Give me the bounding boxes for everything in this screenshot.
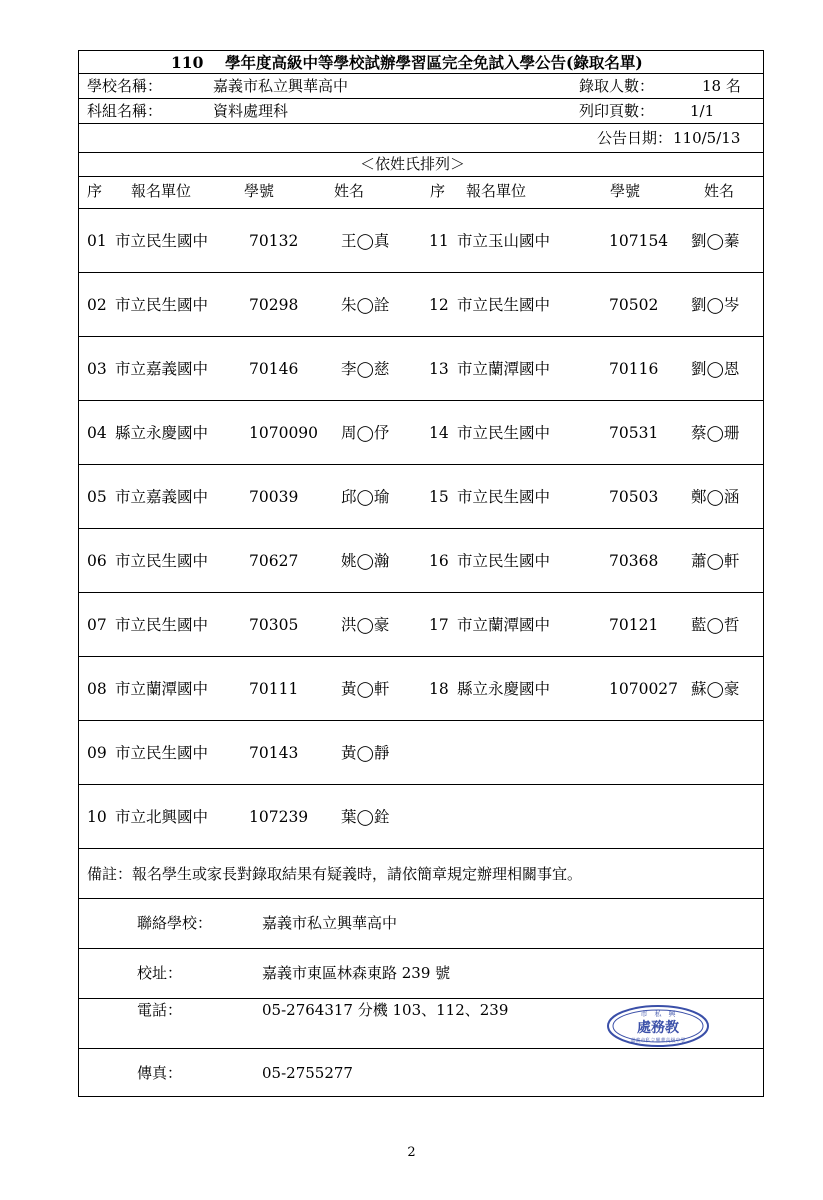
name-cell: 李◯慈 (341, 360, 390, 378)
name-cell: 邱◯瑜 (341, 488, 390, 506)
seq-cell: 12 (429, 296, 449, 314)
name-cell: 鄭◯涵 (691, 488, 740, 506)
name-cell: 藍◯哲 (691, 616, 740, 634)
contact-address-value: 嘉義市東區林森東路 239 號 (262, 964, 451, 982)
date-value: 110/5/13 (673, 129, 741, 147)
name-cell: 王◯真 (341, 232, 390, 250)
id-cell: 70132 (249, 232, 299, 250)
id-cell: 1070090 (249, 424, 319, 442)
school-row (79, 74, 763, 99)
official-seal-stamp (606, 1004, 710, 1048)
name-cell: 黃◯靜 (341, 744, 390, 762)
table-row (79, 657, 763, 721)
id-cell: 70111 (249, 680, 299, 698)
unit-cell: 市立民生國中 (457, 488, 551, 506)
name-cell: 蔡◯珊 (691, 424, 740, 442)
seq-cell: 16 (429, 552, 449, 570)
seal-bottom-text: 嘉義市私立興華高級中學 (630, 1038, 686, 1044)
id-cell: 107154 (609, 232, 669, 250)
column-header-row (79, 177, 763, 209)
department-row (79, 99, 763, 124)
name-cell: 周◯伃 (341, 424, 390, 442)
department-label: 科組名稱： (87, 102, 163, 120)
id-cell: 70143 (249, 744, 299, 762)
seq-cell: 05 (87, 488, 107, 506)
unit-cell: 市立嘉義國中 (115, 488, 209, 506)
department-name: 資料處理科 (213, 102, 289, 120)
id-cell: 70305 (249, 616, 299, 634)
table-row (79, 785, 763, 849)
contact-address-row (79, 949, 763, 999)
id-cell: 70503 (609, 488, 659, 506)
id-cell: 70298 (249, 296, 299, 314)
seal-main-text: 處務教 (637, 1020, 679, 1036)
id-cell: 1070027 (609, 680, 679, 698)
seq-cell: 08 (87, 680, 107, 698)
unit-cell: 市立嘉義國中 (115, 360, 209, 378)
unit-cell: 市立民生國中 (115, 616, 209, 634)
id-cell: 70121 (609, 616, 659, 634)
unit-cell: 縣立永慶國中 (115, 424, 209, 442)
page-number: 2 (407, 1145, 416, 1160)
name-cell: 姚◯瀚 (341, 552, 390, 570)
name-cell: 黃◯軒 (341, 680, 390, 698)
contact-fax-label: 傳真： (137, 1064, 183, 1082)
name-cell: 蘇◯豪 (691, 680, 740, 698)
id-cell: 107239 (249, 808, 309, 826)
unit-cell: 市立蘭潭國中 (115, 680, 209, 698)
table-row (79, 273, 763, 337)
table-row (79, 529, 763, 593)
sort-note: ＜依姓氏排列＞ (360, 155, 466, 173)
seq-cell: 04 (87, 424, 107, 442)
seq-cell: 15 (429, 488, 449, 506)
seq-cell: 03 (87, 360, 107, 378)
table-row (79, 401, 763, 465)
name-cell: 朱◯詮 (341, 296, 390, 314)
school-label: 學校名稱： (87, 77, 163, 95)
seq-cell: 02 (87, 296, 107, 314)
unit-cell: 市立民生國中 (457, 296, 551, 314)
announcement-document (78, 50, 764, 1097)
name-cell: 葉◯銓 (341, 808, 390, 826)
seq-cell: 09 (87, 744, 107, 762)
id-cell: 70368 (609, 552, 659, 570)
unit-cell: 市立民生國中 (457, 424, 551, 442)
name-cell: 劉◯恩 (691, 360, 740, 378)
remark-text: 備註：報名學生或家長對錄取結果有疑義時，請依簡章規定辦理相關事宜。 (87, 865, 583, 883)
name-cell: 劉◯蓁 (691, 232, 740, 250)
id-cell: 70116 (609, 360, 659, 378)
unit-cell: 市立民生國中 (115, 552, 209, 570)
id-cell: 70502 (609, 296, 659, 314)
contact-fax-value: 05-2755277 (262, 1064, 353, 1082)
col-id-right: 學號 (610, 182, 641, 200)
seq-cell: 11 (429, 232, 449, 250)
table-row (79, 721, 763, 785)
table-row (79, 209, 763, 273)
contact-phone-value: 05-2764317 分機 103、112、239 (262, 1001, 509, 1019)
id-cell: 70146 (249, 360, 299, 378)
unit-cell: 市立民生國中 (115, 232, 209, 250)
seq-cell: 10 (87, 808, 107, 826)
title-year: 110 (171, 53, 204, 72)
unit-cell: 市立玉山國中 (457, 232, 551, 250)
unit-cell: 市立民生國中 (115, 296, 209, 314)
admitted-label: 錄取人數： (579, 77, 655, 95)
contact-school-value: 嘉義市私立興華高中 (262, 914, 398, 932)
date-row (79, 124, 763, 153)
unit-cell: 市立蘭潭國中 (457, 360, 551, 378)
seq-cell: 14 (429, 424, 449, 442)
table-row (79, 465, 763, 529)
unit-cell: 市立北興國中 (115, 808, 209, 826)
id-cell: 70627 (249, 552, 299, 570)
table-row (79, 593, 763, 657)
unit-cell: 市立蘭潭國中 (457, 616, 551, 634)
admitted-count: 18 名 (702, 77, 741, 95)
name-cell: 劉◯岑 (691, 296, 740, 314)
col-name-left: 姓名 (334, 182, 365, 200)
seal-top-text: 市 私 興 (640, 1010, 676, 1018)
table-row (79, 337, 763, 401)
contact-school-row (79, 899, 763, 949)
col-unit-left: 報名單位 (131, 182, 192, 200)
col-unit-right: 報名單位 (466, 182, 527, 200)
name-cell: 蕭◯軒 (691, 552, 740, 570)
seq-cell: 18 (429, 680, 449, 698)
unit-cell: 市立民生國中 (115, 744, 209, 762)
col-name-right: 姓名 (704, 182, 735, 200)
id-cell: 70531 (609, 424, 659, 442)
id-cell: 70039 (249, 488, 299, 506)
seq-cell: 17 (429, 616, 449, 634)
contact-school-label: 聯絡學校： (137, 914, 213, 932)
date-label: 公告日期： (597, 129, 673, 147)
pages-value: 1/1 (690, 102, 715, 120)
unit-cell: 市立民生國中 (457, 552, 551, 570)
contact-fax-row (79, 1049, 763, 1097)
pages-label: 列印頁數： (579, 102, 655, 120)
col-seq-right: 序 (430, 182, 446, 200)
sort-note-row (79, 153, 763, 177)
seq-cell: 07 (87, 616, 107, 634)
seq-cell: 06 (87, 552, 107, 570)
school-name: 嘉義市私立興華高中 (213, 77, 349, 95)
remark-row (79, 849, 763, 899)
col-id-left: 學號 (244, 182, 275, 200)
title-row (79, 51, 763, 74)
contact-phone-label: 電話： (137, 1001, 183, 1019)
name-cell: 洪◯豪 (341, 616, 390, 634)
col-seq-left: 序 (87, 182, 103, 200)
seq-cell: 13 (429, 360, 449, 378)
contact-address-label: 校址： (137, 964, 183, 982)
page-title: 學年度高級中等學校試辦學習區完全免試入學公告(錄取名單) (225, 53, 643, 72)
unit-cell: 縣立永慶國中 (457, 680, 551, 698)
seq-cell: 01 (87, 232, 107, 250)
